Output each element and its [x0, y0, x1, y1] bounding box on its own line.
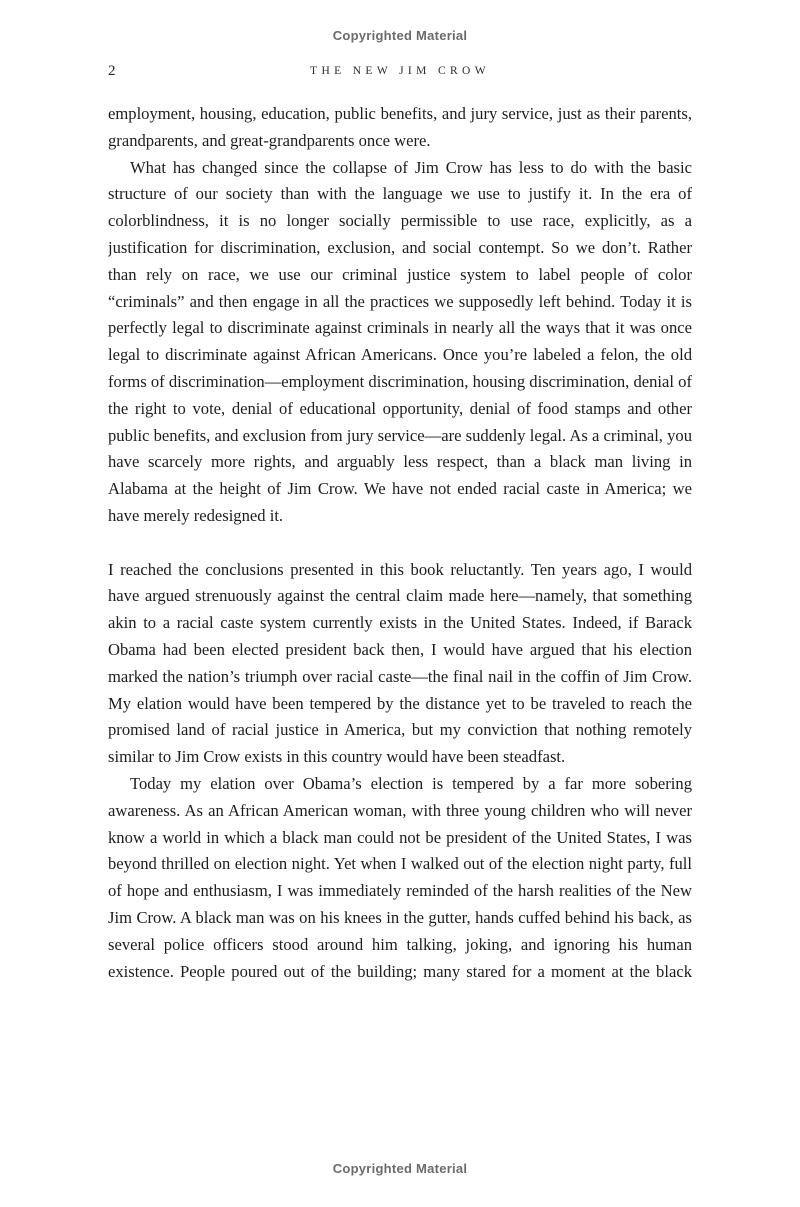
paragraph: Today my elation over Obama’s election is tempered by a far more sobering awareness. As an African American woman, with three young children who will never know a world in which a black man could not be president of the United States, I was beyond thrilled on election night. Yet when I walked out of the election night party, full of hope and enthusiasm, I was immediately reminded of the harsh realities of the New Jim Crow. A black man was on his knees in the gutter, hands cuffed behind his back, as several police officers stood around him talking, joking, and ignoring his human existence. People poured out of the building; many stared for a moment at the black: [108, 773, 692, 981]
copyright-notice-top: Copyrighted Material: [332, 28, 468, 43]
copyright-notice-bottom: Copyrighted Material: [332, 1161, 468, 1176]
running-header-title: THE NEW JIM CROW: [310, 65, 490, 77]
page-body: [108, 101, 692, 1091]
paragraph: employment, housing, education, public benefits, and jury service, just as their parents, grandparents, and great-grandparents once were.: [108, 104, 692, 150]
page-number: 2: [108, 63, 116, 79]
paragraph: What has changed since the collapse of Jim Crow has less to do with the basic structure of our society than with the language we use to justify it. In the era of colorblindness, it is no longer socially permissible to use race, explicitly, as a justification for discrimination, exclusion, and social contempt. So we don’t. Rather than rely on race, we use our criminal justice system to label people of color “criminals” and then engage in all the practices we supposedly left behind. Today it is perfectly legal to discriminate against criminals in nearly all the ways that it was once legal to discriminate against African Americans. Once you’re labeled a felon, the old forms of discrimination—employment discrimination, housing discrimination, denial of the right to vote, denial of educational opportunity, denial of food stamps and other public benefits, and exclusion from jury service—are suddenly legal. As a criminal, you have scarcely more rights, and arguably less respect, than a black man living in Alabama at the height of Jim Crow. We have not ended racial caste in America; we have merely redesigned it.: [108, 157, 692, 525]
paragraph: I reached the conclusions presented in this book reluctantly. Ten years ago, I would have argued strenuously against the central claim made here—namely, that something akin to a racial caste system currently exists in the United States. Indeed, if Barack Obama had been elected president back then, I would have argued that his election marked the nation’s triumph over racial caste—the final nail in the coffin of Jim Crow. My elation would have been tempered by the distance yet to be traveled to reach the promised land of racial justice in America, but my conviction that nothing remotely similar to Jim Crow exists in this country would have been steadfast.: [108, 559, 692, 767]
running-header: [108, 63, 692, 83]
